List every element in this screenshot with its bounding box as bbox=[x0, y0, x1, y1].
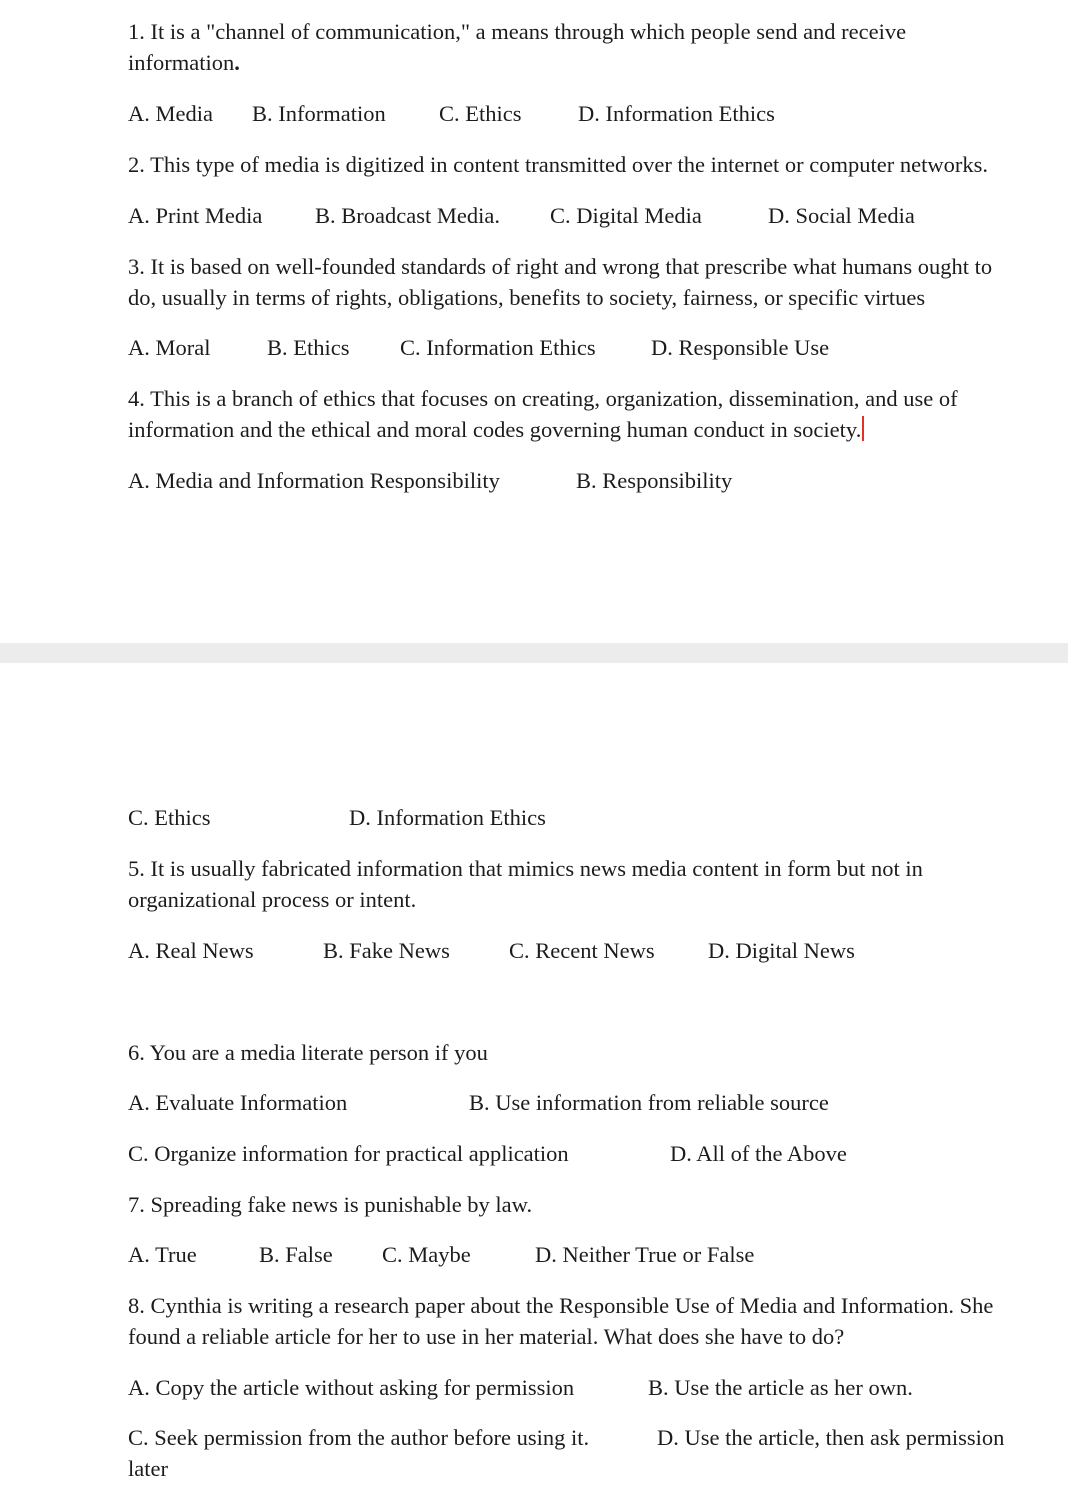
q2-option-c: C. Digital Media bbox=[550, 203, 702, 228]
question-6-text: 6. You are a media literate person if you bbox=[128, 1040, 488, 1065]
question-4-text-line-1: 4. This is a branch of ethics that focuses on creating, organization, dissemination, and use of bbox=[128, 386, 958, 411]
q1-option-d: D. Information Ethics bbox=[578, 101, 775, 126]
q7-option-a: A. True bbox=[128, 1242, 197, 1267]
q6-option-a: A. Evaluate Information bbox=[128, 1090, 348, 1115]
q4-option-d: D. Information Ethics bbox=[349, 805, 546, 830]
document-page-1 bbox=[0, 0, 1068, 643]
question-5-text-line-2: organizational process or intent. bbox=[128, 887, 417, 912]
question-5-text-line-1: 5. It is usually fabricated information that mimics news media content in form but not in bbox=[128, 856, 923, 881]
q3-option-c: C. Information Ethics bbox=[400, 335, 596, 360]
q1-option-c: C. Ethics bbox=[439, 101, 522, 126]
question-1-text-word: information bbox=[128, 50, 235, 75]
question-8-text-line-1: 8. Cynthia is writing a research paper about the Responsible Use of Media and Information. She bbox=[128, 1293, 994, 1318]
question-4-text-content: information and the ethical and moral codes governing human conduct in society. bbox=[128, 417, 862, 442]
q8-option-a: A. Copy the article without asking for permission bbox=[128, 1375, 575, 1400]
q5-option-b: B. Fake News bbox=[323, 938, 450, 963]
q8-option-d-wrap: later bbox=[128, 1456, 168, 1481]
q7-option-d: D. Neither True or False bbox=[535, 1242, 755, 1267]
q8-option-c: C. Seek permission from the author before using it. bbox=[128, 1425, 590, 1450]
document-page-2 bbox=[0, 663, 1068, 1510]
question-1-text-line-2 bbox=[128, 47, 240, 78]
question-1-period: . bbox=[234, 50, 240, 75]
q5-option-a: A. Real News bbox=[128, 938, 254, 963]
q6-option-d: D. All of the Above bbox=[670, 1141, 847, 1166]
question-2-text: 2. This type of media is digitized in content transmitted over the internet or computer networks. bbox=[128, 152, 988, 177]
text-cursor bbox=[862, 416, 864, 441]
q4-option-a: A. Media and Information Responsibility bbox=[128, 468, 500, 493]
question-1-text-line-1: 1. It is a "channel of communication," a means through which people send and receive bbox=[128, 19, 907, 44]
question-4-text-line-2 bbox=[128, 414, 864, 445]
question-3-text-line-2: do, usually in terms of rights, obligations, benefits to society, fairness, or specific virtues bbox=[128, 285, 926, 310]
q7-option-b: B. False bbox=[259, 1242, 333, 1267]
q4-option-b: B. Responsibility bbox=[576, 468, 733, 493]
q3-option-d: D. Responsible Use bbox=[651, 335, 830, 360]
q2-option-d: D. Social Media bbox=[768, 203, 915, 228]
q5-option-c: C. Recent News bbox=[509, 938, 655, 963]
question-3-text-line-1: 3. It is based on well-founded standards of right and wrong that prescribe what humans ought to bbox=[128, 254, 993, 279]
q7-option-c: C. Maybe bbox=[382, 1242, 471, 1267]
q3-option-a: A. Moral bbox=[128, 335, 211, 360]
question-7-text: 7. Spreading fake news is punishable by law. bbox=[128, 1192, 533, 1217]
q1-option-a: A. Media bbox=[128, 101, 213, 126]
q1-option-b: B. Information bbox=[252, 101, 386, 126]
q4-option-c: C. Ethics bbox=[128, 805, 211, 830]
q3-option-b: B. Ethics bbox=[267, 335, 350, 360]
q2-option-a: A. Print Media bbox=[128, 203, 263, 228]
q8-option-d: D. Use the article, then ask permission bbox=[657, 1425, 1005, 1450]
q2-option-b: B. Broadcast Media. bbox=[315, 203, 500, 228]
q6-option-b: B. Use information from reliable source bbox=[469, 1090, 829, 1115]
question-8-text-line-2: found a reliable article for her to use in her material. What does she have to do? bbox=[128, 1324, 845, 1349]
q8-option-b: B. Use the article as her own. bbox=[648, 1375, 913, 1400]
page-break bbox=[0, 643, 1068, 663]
q5-option-d: D. Digital News bbox=[708, 938, 855, 963]
q6-option-c: C. Organize information for practical application bbox=[128, 1141, 569, 1166]
